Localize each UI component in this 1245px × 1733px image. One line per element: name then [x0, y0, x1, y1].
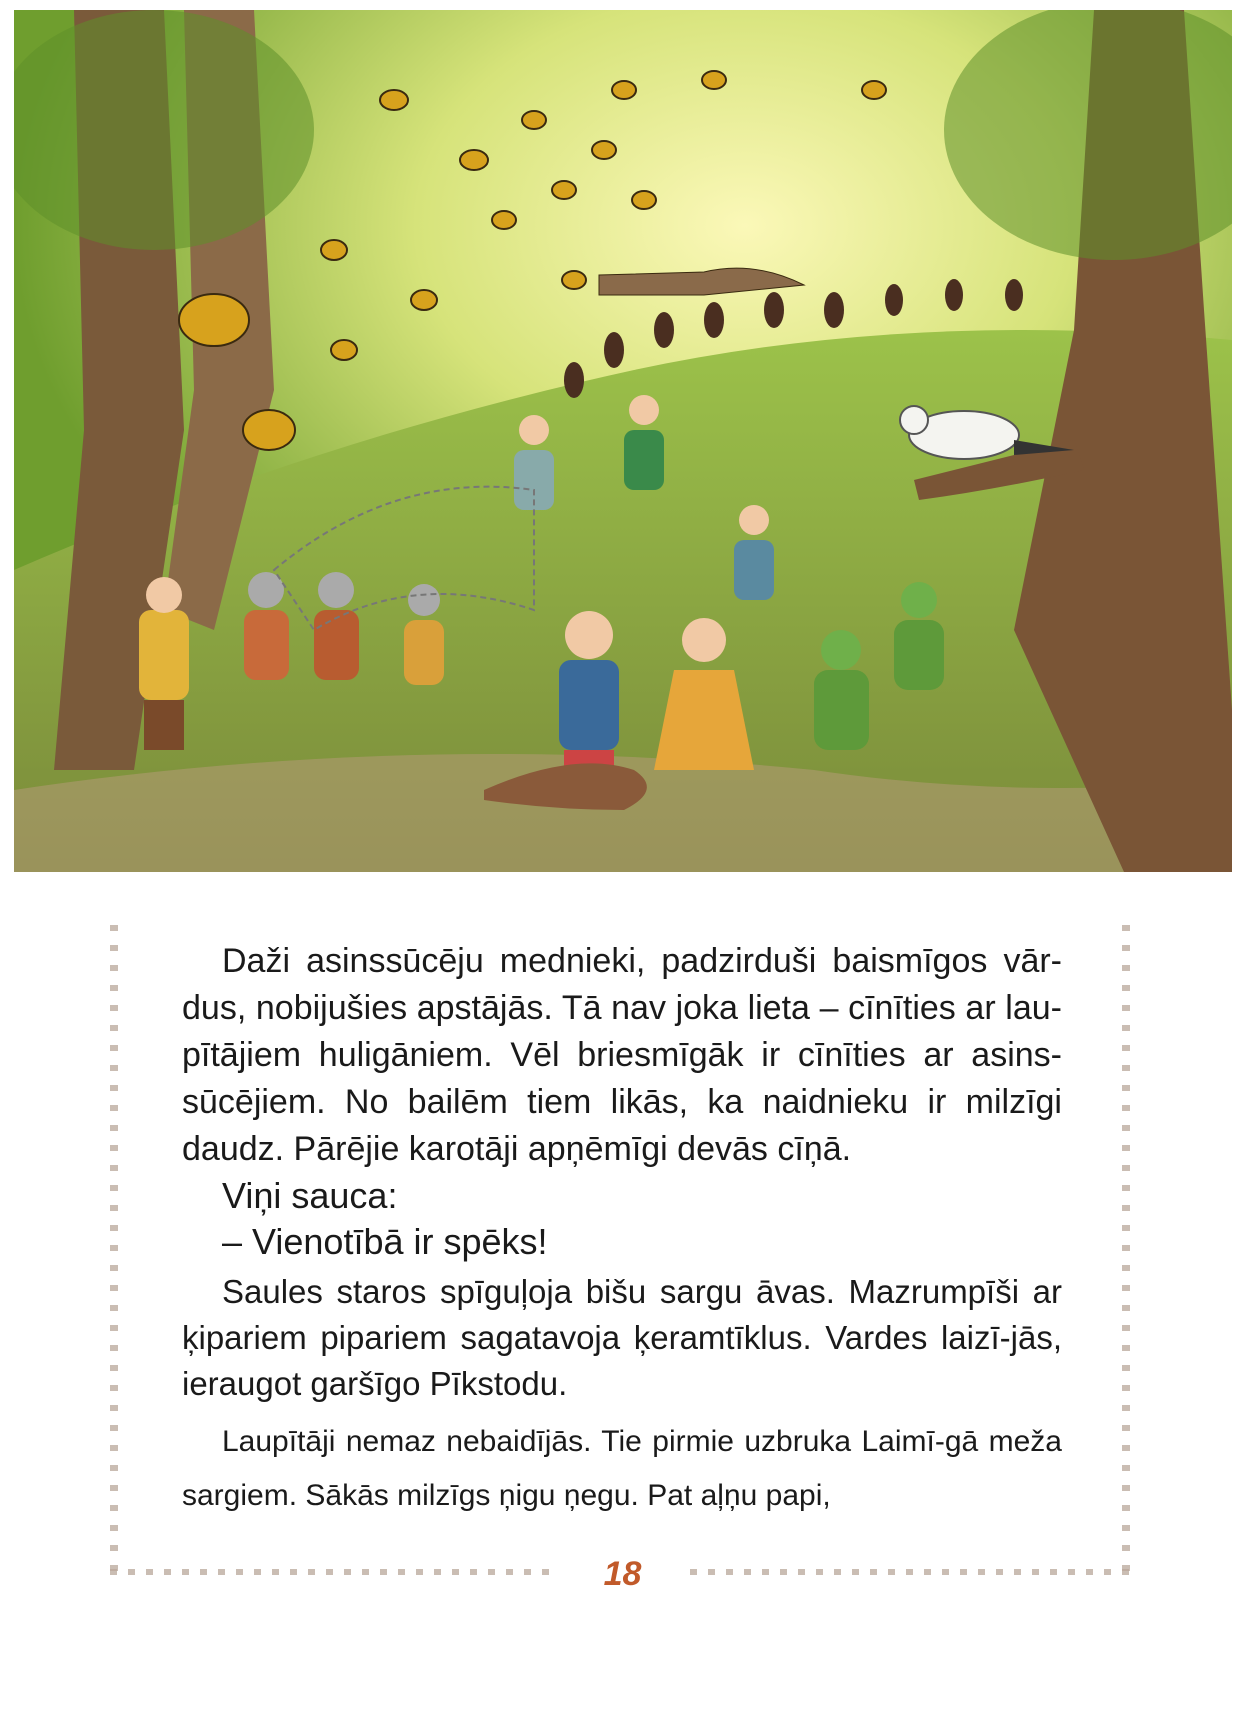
frame-right-border	[1122, 925, 1130, 1575]
mouse-icon-3	[404, 584, 444, 685]
gnome-back-icon-3	[734, 505, 774, 600]
story-text	[182, 938, 1062, 1523]
paragraph: Saules staros spīguļoja bišu sargu āvas. Mazrumpīši ar ķipariem pipariem sagatavoja ķeramtīklus. Vardes laizī-jās, ieraugot garšīgo Pīkstodu.	[182, 1273, 1062, 1402]
page-number: 18	[603, 1555, 642, 1593]
paragraph: Daži asinssūcēju mednieki, padzirduši baismīgos vār-dus, nobijušies apstājās. Tā nav joka lieta – cīnīties ar lau-pītājiem huligāniem. Vēl briesmīgāk ir cīnīties ar asins-sūcējiem. No bailēm tiem likās, ka naidnieku ir milzīgi daudz. Pārējie karotāji apņēmīgi devās cīņā.	[182, 942, 1062, 1168]
paragraph: Viņi sauca:	[222, 1175, 398, 1216]
forest-illustration	[14, 10, 1232, 872]
gnome-back-icon-2	[624, 395, 664, 490]
paragraph: – Vienotībā ir spēks!	[222, 1221, 548, 1262]
frame-left-border	[110, 925, 118, 1575]
frog-icon-2	[894, 582, 944, 690]
frog-icon	[814, 630, 869, 750]
paragraph: Laupītāji nemaz nebaidījās. Tie pirmie uzbruka Laimī-gā meža sargiem. Sākās milzīgs ņigu ņegu. Pat aļņu papi,	[182, 1425, 1062, 1512]
gnome-back-icon	[514, 415, 554, 510]
mouse-icon	[244, 572, 289, 680]
